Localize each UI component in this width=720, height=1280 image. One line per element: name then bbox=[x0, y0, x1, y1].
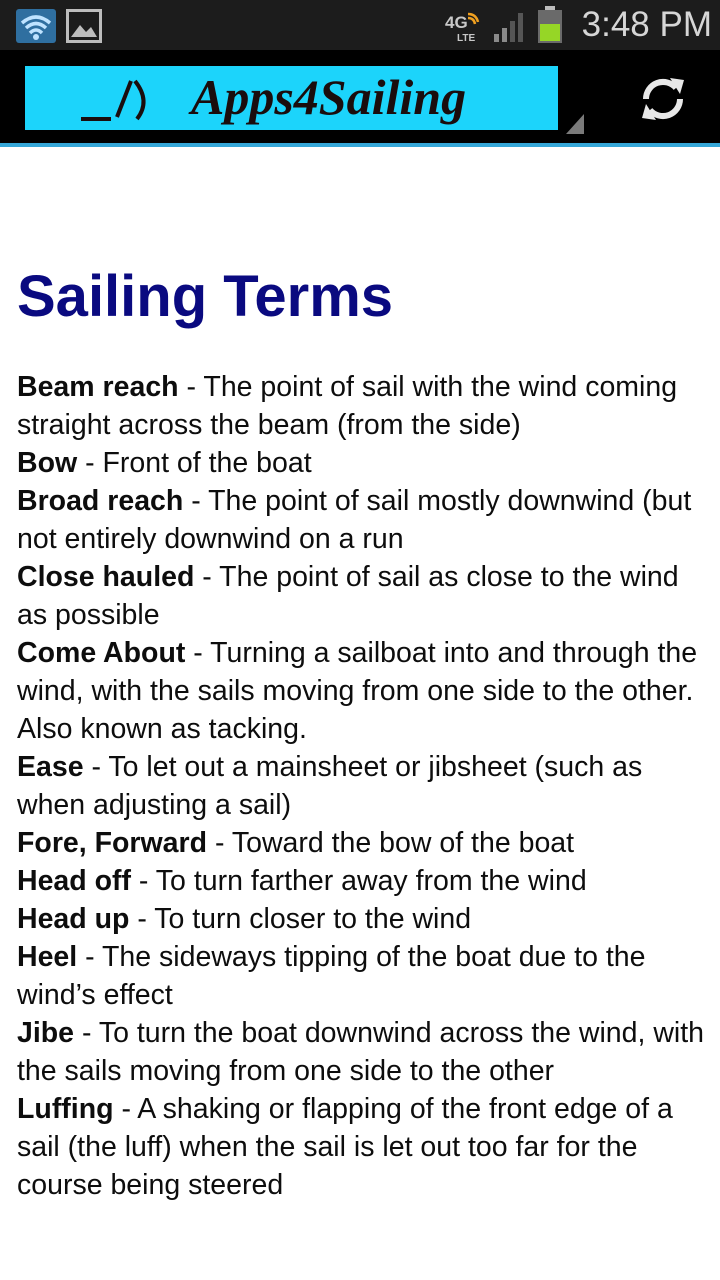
sail-logo-icon bbox=[75, 73, 155, 125]
network-label: 4G bbox=[445, 13, 468, 32]
term-word: Broad reach bbox=[17, 485, 184, 517]
term-entry bbox=[17, 748, 707, 824]
terms-list bbox=[17, 368, 712, 1204]
gallery-icon bbox=[66, 9, 102, 43]
term-entry bbox=[17, 1090, 707, 1204]
term-definition: - The point of sail as close to the wind as possible bbox=[17, 561, 687, 631]
term-definition: - Front of the boat bbox=[77, 447, 312, 479]
page-content[interactable] bbox=[17, 147, 712, 1280]
term-definition: - To turn closer to the wind bbox=[129, 903, 472, 935]
status-clock: 3:48 PM bbox=[581, 5, 712, 44]
term-entry bbox=[17, 938, 707, 1014]
term-entry bbox=[17, 824, 707, 862]
term-word: Heel bbox=[17, 941, 78, 973]
refresh-icon[interactable] bbox=[636, 72, 690, 126]
network-sub-label: LTE bbox=[457, 33, 476, 44]
term-definition: - The sideways tipping of the boat due to the wind’s effect bbox=[17, 941, 654, 1011]
term-word: Beam reach bbox=[17, 371, 179, 403]
term-entry bbox=[17, 558, 707, 634]
term-definition: - The point of sail mostly downwind (but not entirely downwind on a run bbox=[17, 485, 700, 555]
term-word: Head off bbox=[17, 865, 131, 897]
status-bar bbox=[0, 0, 720, 50]
term-word: Come About bbox=[17, 637, 186, 669]
term-word: Luffing bbox=[17, 1093, 114, 1125]
term-entry bbox=[17, 862, 707, 900]
term-definition: - To turn farther away from the wind bbox=[131, 865, 587, 897]
term-word: Close hauled bbox=[17, 561, 195, 593]
app-logo-banner[interactable] bbox=[25, 66, 558, 130]
term-definition: - To turn the boat downwind across the wind, with the sails moving from one side to the other bbox=[17, 1017, 712, 1087]
dropdown-indicator-icon[interactable] bbox=[566, 112, 584, 134]
lte-icon bbox=[444, 10, 486, 44]
term-definition: - Turning a sailboat into and through the wind, with the sails moving from one side to the other. Also known as tacking. bbox=[17, 637, 708, 745]
term-definition: - The point of sail with the wind coming straight across the beam (from the side) bbox=[17, 371, 685, 441]
term-word: Jibe bbox=[17, 1017, 75, 1049]
action-bar bbox=[0, 50, 720, 143]
term-entry bbox=[17, 1014, 712, 1090]
app-logo-text: Apps4Sailing bbox=[191, 69, 467, 125]
term-definition: - A shaking or flapping of the front edge of a sail (the luff) when the sail is let out too far for the course being steered bbox=[17, 1093, 681, 1201]
page-title: Sailing Terms bbox=[17, 264, 394, 329]
term-entry bbox=[17, 368, 707, 444]
signal-icon bbox=[492, 10, 528, 44]
term-word: Ease bbox=[17, 751, 84, 783]
term-word: Head up bbox=[17, 903, 130, 935]
term-definition: - Toward the bow of the boat bbox=[207, 827, 575, 859]
term-entry bbox=[17, 900, 707, 938]
term-entry bbox=[17, 444, 707, 482]
term-word: Fore, Forward bbox=[17, 827, 208, 859]
term-definition: - To let out a mainsheet or jibsheet (such as when adjusting a sail) bbox=[17, 751, 651, 821]
wifi-icon bbox=[16, 9, 56, 43]
term-word: Bow bbox=[17, 447, 78, 479]
term-entry bbox=[17, 634, 707, 748]
term-entry bbox=[17, 482, 707, 558]
battery-icon bbox=[537, 6, 563, 44]
